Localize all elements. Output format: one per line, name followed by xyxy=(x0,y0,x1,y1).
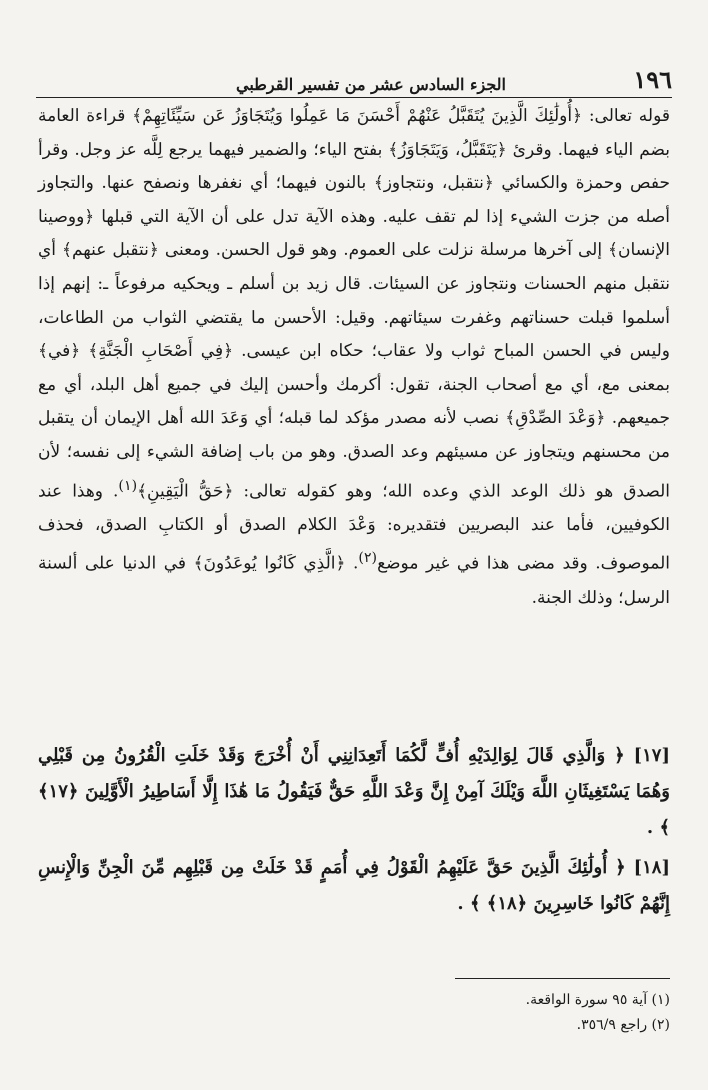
paragraph-text: قوله تعالى: ﴿أُولَٰئِكَ الَّذِينَ يُتَقَبَّلُ عَنْهُمْ أَحْسَنَ مَا عَمِلُوا وَيُتَجَاوَزُ عَن سَيِّئَاتِهِمْ﴾ قراءة العامة بضم الياء فيهما. وقرئ ﴿يَتَقَبَّلُ، وَيَتَجَاوَزُ﴾ بفتح الياء؛ والضمير فيهما يرجع لِلَّه عز وجل. وقرأ حفص وحمزة والكسائي ﴿نتقبل، ونتجاوز﴾ بالنون فيهما؛ أي نغفرها ونصفح عنها. والتجاوز أصله من جزت الشيء إذا لم تقف عليه. وهذه الآية تدل على أن الآية التي قبلها ﴿ووصينا الإنسان﴾ إلى آخرها مرسلة نزلت على العموم. وهو قول الحسن. ومعنى ﴿نتقبل عنهم﴾ أي نتقبل منهم الحسنات ونتجاوز عن السيئات. قال زيد بن أسلم ـ ويحكيه مرفوعاً ـ: إنهم إذا أسلموا قبلت حسناتهم وغفرت سيئاتهم. وقيل: الأحسن ما يقتضي الثواب من الطاعات، وليس في الحسن المباح ثواب ولا عقاب؛ حكاه ابن عيسى. ﴿فِي أَصْحَابِ الْجَنَّةِ﴾ ﴿في﴾ بمعنى مع، أي مع أصحاب الجنة، تقول: أكرمك وأحسن إليك في جميع أهل البلد، أي مع جميعهم. ﴿وَعْدَ الصِّدْقِ﴾ نصب لأنه مصدر مؤكد لما قبله؛ أي وَعَدَ الله أهل الإيمان أن يتقبل من محسنهم ويتجاوز عن مسيئهم وعد الصدق. وهو من باب إضافة الشيء إلى نفسه؛ لأن الصدق هو ذلك الوعد الذي وعده الله؛ وهو كقوله تعالى: ﴿حَقُّ الْيَقِينِ﴾ xyxy=(38,106,670,502)
paragraph-text-end: . ﴿الَّذِي كَانُوا يُوعَدُونَ﴾ في الدنيا على ألسنة الرسل؛ وذلك الجنة. xyxy=(38,554,670,608)
footnotes xyxy=(38,988,670,1038)
page-header xyxy=(36,64,672,94)
header-rule xyxy=(36,97,672,98)
footnote-2: (٢) راجع ٣٥٦/٩. xyxy=(576,1017,670,1033)
paragraph-text-cont: . وهذا عند الكوفيين، فأما عند البصريين فتقديره: وَعْدَ الكلام الصدق أو الكتابِ الصدق، فحذف الموصوف. وقد مضى هذا في غير موضع xyxy=(38,481,670,575)
verse-number: [١٧] xyxy=(633,745,670,766)
verse-number: [١٨] xyxy=(633,857,670,878)
quran-verses xyxy=(38,738,670,926)
verse-17 xyxy=(38,738,670,846)
page-number: ١٩٦ xyxy=(633,65,672,94)
footnote-marker-2: (٢) xyxy=(358,550,378,567)
running-title: الجزء السادس عشر من تفسير القرطبي xyxy=(236,75,506,94)
footnote-rule xyxy=(455,978,670,979)
footnote-1: (١) آية ٩٥ سورة الواقعة. xyxy=(525,992,670,1008)
footnote-marker-1: (١) xyxy=(118,477,138,494)
commentary-text xyxy=(38,100,670,615)
verse-text: ﴿ وَالَّذِي قَالَ لِوَالِدَيْهِ أُفٍّ لَّكُمَا أَتَعِدَانِنِي أَنْ أُخْرَجَ وَقَدْ خَلَتِ الْقُرُونُ مِن قَبْلِي وَهُمَا يَسْتَغِيثَانِ اللَّهَ وَيْلَكَ آمِنْ إِنَّ وَعْدَ اللَّهِ حَقٌّ فَيَقُولُ مَا هَٰذَا إِلَّا أَسَاطِيرُ الْأَوَّلِينَ ﴿١٧﴾ ﴾ . xyxy=(38,745,670,838)
verse-text: ﴿ أُولَٰئِكَ الَّذِينَ حَقَّ عَلَيْهِمُ الْقَوْلُ فِي أُمَمٍ قَدْ خَلَتْ مِن قَبْلِهِم مِّنَ الْجِنِّ وَالْإِنسِ إِنَّهُمْ كَانُوا خَاسِرِينَ ﴿١٨﴾ ﴾ . xyxy=(38,857,670,914)
commentary-paragraph xyxy=(38,100,670,615)
verse-18 xyxy=(38,850,670,922)
